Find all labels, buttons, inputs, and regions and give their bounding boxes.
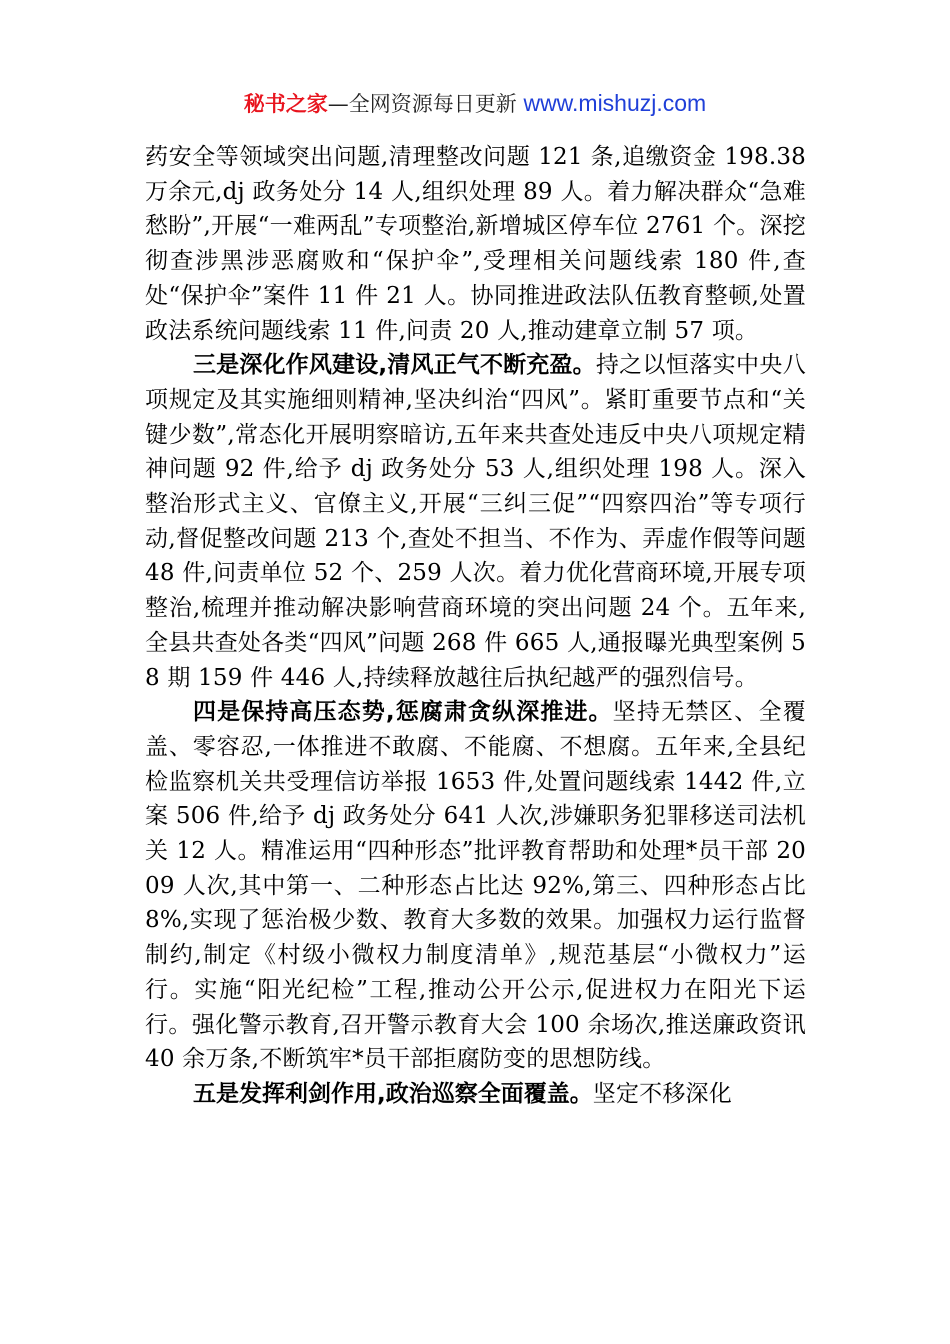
document-body bbox=[145, 140, 806, 1112]
site-url-link[interactable]: www.mishuzj.com bbox=[523, 90, 707, 116]
page-header bbox=[0, 86, 950, 121]
site-tagline: —全网资源每日更新 bbox=[327, 92, 524, 116]
paragraph-text: 坚持无禁区、全覆盖、零容忍,一体推进不敢腐、不能腐、不想腐。五年来,全县纪检监察机关共受理信访举报 1653 件,处置问题线索 1442 件,立案 506 件,给予 dj 政务处分 641 人次,涉嫌职务犯罪移送司法机关 12 人。精准运用“四种形态”批评教育帮助和处理*员干部 2009 人次,其中第一、二种形态占比达 92%,第三、四种形态占比 8%,实现了惩治极少数、教育大多数的效果。加强权力运行监督制约,制定《村级小微权力制度清单》,规范基层“小微权力”运行。实施“阳光纪检”工程,推动公开公示,促进权力在阳光下运行。强化警示教育,召开警示教育大会 100 余场次,推送廉政资讯 40 余万条,不断筑牢*员干部拒腐防变的思想防线。 bbox=[145, 699, 806, 1073]
paragraph-lead-heading: 五是发挥利剑作用,政治巡察全面覆盖。 bbox=[193, 1080, 593, 1107]
paragraph-section-four bbox=[145, 695, 806, 1077]
paragraph-section-three bbox=[145, 348, 806, 695]
site-brand: 秘书之家 bbox=[243, 92, 328, 116]
paragraph-text: 坚定不移深化 bbox=[592, 1080, 732, 1107]
paragraph-section-five bbox=[145, 1077, 806, 1112]
paragraph-continuation bbox=[145, 140, 806, 348]
paragraph-text: 药安全等领域突出问题,清理整改问题 121 条,追缴资金 198.38 万余元,dj 政务处分 14 人,组织处理 89 人。着力解决群众“急难愁盼”,开展“一难两乱”专项整治,新增城区停车位 2761 个。深挖彻查涉黑涉恶腐败和“保护伞”,受理相关问题线索 180 件,查处“保护伞”案件 11 件 21 人。协同推进政法队伍教育整顿,处置政法系统问题线索 11 件,问责 20 人,推动建章立制 57 项。 bbox=[145, 144, 806, 344]
paragraph-lead-heading: 三是深化作风建设,清风正气不断充盈。 bbox=[193, 352, 596, 379]
paragraph-text: 持之以恒落实中央八项规定及其实施细则精神,坚决纠治“四风”。紧盯重要节点和“关键少数”,常态化开展明察暗访,五年来共查处违反中央八项规定精神问题 92 件,给予 dj 政务处分 53 人,组织处理 198 人。深入整治形式主义、官僚主义,开展“三纠三促”“四察四治”等专项行动,督促整改问题 213 个,查处不担当、不作为、弄虚作假等问题 48 件,问责单位 52 个、259 人次。着力优化营商环境,开展专项整治,梳理并推动解决影响营商环境的突出问题 24 个。五年来,全县共查处各类“四风”问题 268 件 665 人,通报曝光典型案例 58 期 159 件 446 人,持续释放越往后执纪越严的强烈信号。 bbox=[145, 352, 806, 691]
paragraph-lead-heading: 四是保持高压态势,惩腐肃贪纵深推进。 bbox=[193, 699, 613, 726]
